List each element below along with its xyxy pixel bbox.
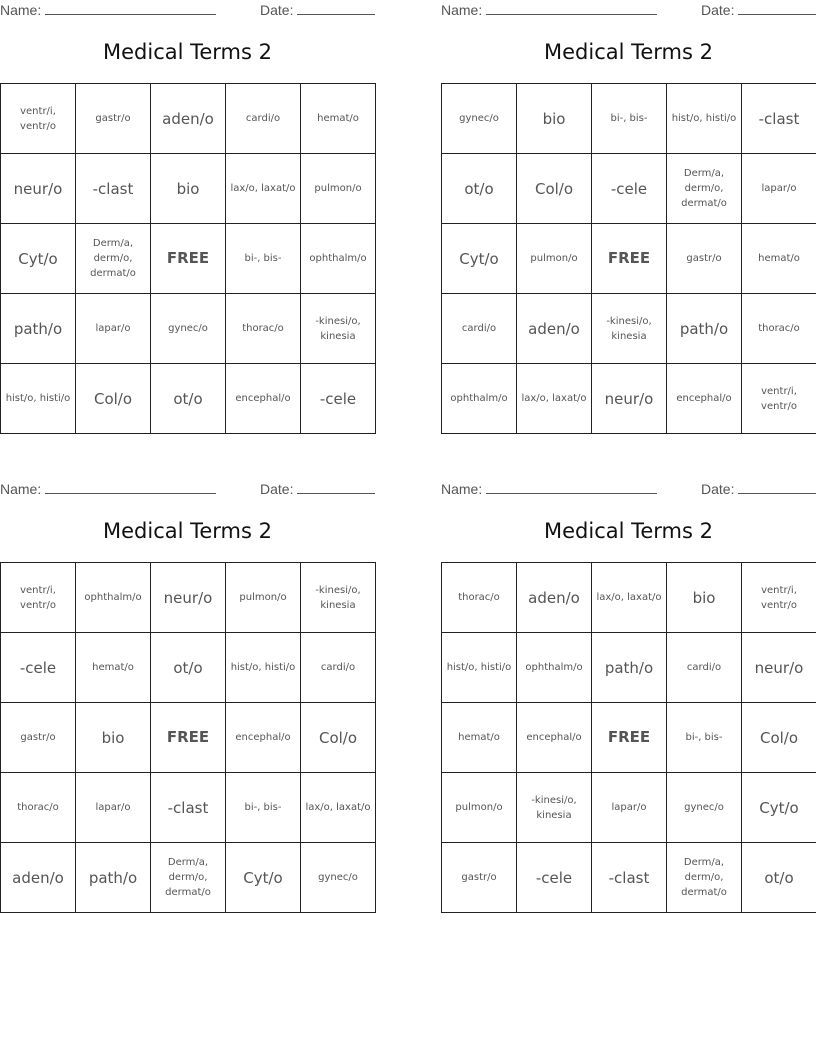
- bingo-cell[interactable]: [151, 843, 226, 913]
- term-label: thorac/o: [458, 592, 500, 603]
- bingo-cell[interactable]: [742, 703, 816, 773]
- term-label: cardi/o: [461, 323, 497, 334]
- name-date-line: [0, 481, 376, 497]
- bingo-cell[interactable]: [442, 224, 517, 294]
- bingo-cell[interactable]: [742, 843, 816, 913]
- term-label: hemat/o: [317, 113, 359, 124]
- bingo-cell[interactable]: [592, 84, 667, 154]
- bingo-cell[interactable]: [76, 563, 151, 633]
- bingo-cell[interactable]: [76, 843, 151, 913]
- bingo-cell[interactable]: [442, 364, 517, 434]
- term-label: bi-, bis-: [685, 732, 723, 743]
- term-label: Cyt/o: [18, 249, 58, 268]
- bingo-cell[interactable]: [301, 224, 376, 294]
- bingo-cell[interactable]: [742, 154, 816, 224]
- free-space-label: FREE: [166, 249, 210, 267]
- bingo-cell[interactable]: [151, 633, 226, 703]
- term-label: ventr/i, ventr/o: [20, 105, 56, 132]
- term-label: Cyt/o: [459, 249, 499, 268]
- term-label: ophthalm/o: [450, 393, 508, 404]
- bingo-cell[interactable]: [592, 154, 667, 224]
- date-label: Date:: [260, 2, 294, 18]
- bingo-cell[interactable]: [442, 154, 517, 224]
- bingo-grid: [0, 562, 376, 913]
- bingo-cell[interactable]: [76, 154, 151, 224]
- bingo-cell[interactable]: [301, 843, 376, 913]
- bingo-cell[interactable]: [1, 773, 76, 843]
- term-label: thorac/o: [758, 323, 800, 334]
- bingo-cell[interactable]: [151, 294, 226, 364]
- term-label: lapar/o: [761, 183, 797, 194]
- bingo-cell[interactable]: [667, 84, 742, 154]
- bingo-cell[interactable]: [76, 294, 151, 364]
- term-label: lax/o, laxat/o: [596, 592, 662, 603]
- term-label: hist/o, histi/o: [671, 113, 737, 124]
- term-label: Cyt/o: [243, 868, 283, 887]
- term-label: bi-, bis-: [244, 802, 282, 813]
- term-label: lapar/o: [611, 802, 647, 813]
- name-date-line: [441, 481, 816, 497]
- bingo-cell[interactable]: [742, 773, 816, 843]
- bingo-cell[interactable]: [301, 703, 376, 773]
- name-blank[interactable]: [486, 2, 657, 15]
- bingo-cell[interactable]: [667, 843, 742, 913]
- bingo-cell[interactable]: [517, 294, 592, 364]
- card-title: Medical Terms 2: [102, 519, 272, 543]
- bingo-cell[interactable]: [1, 154, 76, 224]
- bingo-cell[interactable]: [592, 294, 667, 364]
- term-label: -kinesi/o, kinesia: [606, 315, 652, 342]
- term-label: lax/o, laxat/o: [305, 802, 371, 813]
- grid-row: [1, 703, 376, 773]
- grid-row: [1, 633, 376, 703]
- term-label: ventr/i, ventr/o: [20, 584, 56, 611]
- bingo-cell[interactable]: [1, 633, 76, 703]
- bingo-cell[interactable]: [301, 563, 376, 633]
- bingo-cell[interactable]: [667, 563, 742, 633]
- bingo-cell[interactable]: [517, 154, 592, 224]
- bingo-cell[interactable]: [517, 843, 592, 913]
- term-label: bi-, bis-: [610, 113, 648, 124]
- term-label: -clast: [167, 798, 209, 817]
- bingo-cell[interactable]: [442, 294, 517, 364]
- bingo-cell[interactable]: [592, 364, 667, 434]
- term-label: neur/o: [163, 588, 213, 607]
- bingo-cell[interactable]: [742, 294, 816, 364]
- grid-row: [1, 843, 376, 913]
- date-blank[interactable]: [297, 2, 375, 15]
- grid-row: [442, 224, 816, 294]
- bingo-cell[interactable]: [517, 224, 592, 294]
- bingo-cell[interactable]: [592, 773, 667, 843]
- name-blank[interactable]: [45, 2, 216, 15]
- term-label: -clast: [758, 109, 800, 128]
- bingo-cell[interactable]: [301, 154, 376, 224]
- term-label: -cele: [535, 868, 573, 887]
- term-label: -clast: [92, 179, 134, 198]
- bingo-cell[interactable]: [226, 224, 301, 294]
- term-label: hist/o, histi/o: [446, 662, 512, 673]
- term-label: gastr/o: [95, 113, 131, 124]
- term-label: path/o: [13, 319, 63, 338]
- bingo-cell[interactable]: [301, 364, 376, 434]
- bingo-cell[interactable]: [742, 563, 816, 633]
- grid-row: [1, 84, 376, 154]
- date-group: [260, 2, 375, 18]
- term-label: ophthalm/o: [525, 662, 583, 673]
- term-label: cardi/o: [686, 662, 722, 673]
- term-label: Derm/a, derm/o, dermat/o: [681, 857, 727, 898]
- free-space-cell[interactable]: [151, 224, 226, 294]
- bingo-cell[interactable]: [742, 224, 816, 294]
- term-label: bio: [542, 109, 566, 128]
- grid-row: [442, 154, 816, 224]
- term-label: -cele: [319, 389, 357, 408]
- free-space-label: FREE: [607, 728, 651, 746]
- name-blank[interactable]: [45, 481, 216, 494]
- grid-row: [442, 84, 816, 154]
- term-label: cardi/o: [320, 662, 356, 673]
- free-space-label: FREE: [166, 728, 210, 746]
- card-title: Medical Terms 2: [543, 40, 713, 64]
- bingo-grid: [441, 562, 816, 913]
- term-label: aden/o: [12, 868, 64, 887]
- term-label: pulmon/o: [455, 802, 503, 813]
- bingo-cell[interactable]: [1, 224, 76, 294]
- free-space-cell[interactable]: [151, 703, 226, 773]
- bingo-cell[interactable]: [76, 84, 151, 154]
- term-label: Derm/a, derm/o, dermat/o: [165, 857, 211, 898]
- term-label: -clast: [608, 868, 650, 887]
- grid-row: [442, 843, 816, 913]
- name-date-line: [441, 2, 816, 18]
- bingo-cell[interactable]: [667, 154, 742, 224]
- term-label: Col/o: [534, 179, 574, 198]
- term-label: gastr/o: [20, 732, 56, 743]
- bingo-card-4: [441, 479, 816, 911]
- bingo-cell[interactable]: [226, 154, 301, 224]
- term-label: Derm/a, derm/o, dermat/o: [90, 238, 136, 279]
- term-label: gynec/o: [684, 802, 724, 813]
- term-label: encephal/o: [676, 393, 732, 404]
- term-label: pulmon/o: [239, 592, 287, 603]
- term-label: neur/o: [754, 658, 804, 677]
- grid-row: [1, 294, 376, 364]
- bingo-cell[interactable]: [226, 633, 301, 703]
- term-label: lax/o, laxat/o: [521, 393, 587, 404]
- bingo-card-3: [0, 479, 376, 911]
- date-group: [260, 481, 375, 497]
- term-label: -cele: [19, 658, 57, 677]
- bingo-cell[interactable]: [592, 843, 667, 913]
- term-label: ot/o: [464, 179, 494, 198]
- term-label: path/o: [604, 658, 654, 677]
- bingo-cell[interactable]: [742, 633, 816, 703]
- grid-row: [442, 633, 816, 703]
- bingo-card-1: [0, 0, 376, 432]
- term-label: cardi/o: [245, 113, 281, 124]
- term-label: hemat/o: [92, 662, 134, 673]
- grid-row: [442, 294, 816, 364]
- term-label: gynec/o: [168, 323, 208, 334]
- term-label: thorac/o: [242, 323, 284, 334]
- term-label: hist/o, histi/o: [230, 662, 296, 673]
- date-group: [701, 2, 816, 18]
- bingo-cell[interactable]: [1, 294, 76, 364]
- term-label: -kinesi/o, kinesia: [315, 584, 361, 611]
- date-blank[interactable]: [297, 481, 375, 494]
- date-blank[interactable]: [738, 2, 816, 15]
- bingo-cell[interactable]: [226, 364, 301, 434]
- bingo-cell[interactable]: [667, 703, 742, 773]
- bingo-cell[interactable]: [226, 773, 301, 843]
- term-label: gynec/o: [459, 113, 499, 124]
- bingo-cell[interactable]: [667, 364, 742, 434]
- term-label: Col/o: [93, 389, 133, 408]
- bingo-cell[interactable]: [517, 84, 592, 154]
- bingo-cell[interactable]: [592, 633, 667, 703]
- term-label: pulmon/o: [530, 253, 578, 264]
- bingo-cell[interactable]: [742, 84, 816, 154]
- bingo-cell[interactable]: [442, 563, 517, 633]
- grid-row: [1, 563, 376, 633]
- term-label: gynec/o: [318, 872, 358, 883]
- term-label: encephal/o: [235, 732, 291, 743]
- free-space-label: FREE: [607, 249, 651, 267]
- bingo-cell[interactable]: [1, 84, 76, 154]
- date-blank[interactable]: [738, 481, 816, 494]
- date-label: Date:: [701, 481, 735, 497]
- term-label: -kinesi/o, kinesia: [531, 794, 577, 821]
- term-label: Col/o: [759, 728, 799, 747]
- term-label: path/o: [88, 868, 138, 887]
- bingo-cell[interactable]: [442, 843, 517, 913]
- name-label: Name:: [441, 2, 483, 18]
- bingo-cell[interactable]: [592, 563, 667, 633]
- grid-row: [1, 773, 376, 843]
- grid-row: [442, 773, 816, 843]
- card-title: Medical Terms 2: [102, 40, 272, 64]
- term-label: encephal/o: [235, 393, 291, 404]
- bingo-card-2: [441, 0, 816, 432]
- term-label: Derm/a, derm/o, dermat/o: [681, 168, 727, 209]
- bingo-cell[interactable]: [226, 84, 301, 154]
- bingo-cell[interactable]: [301, 294, 376, 364]
- term-label: ot/o: [764, 868, 794, 887]
- term-label: thorac/o: [17, 802, 59, 813]
- term-label: ventr/i, ventr/o: [761, 385, 797, 412]
- bingo-grid: [0, 83, 376, 434]
- bingo-cell[interactable]: [1, 843, 76, 913]
- grid-row: [1, 154, 376, 224]
- term-label: bio: [101, 728, 125, 747]
- term-label: -cele: [610, 179, 648, 198]
- bingo-cell[interactable]: [76, 224, 151, 294]
- bingo-cell[interactable]: [76, 703, 151, 773]
- bingo-cell[interactable]: [742, 364, 816, 434]
- date-label: Date:: [701, 2, 735, 18]
- term-label: -kinesi/o, kinesia: [315, 315, 361, 342]
- term-label: aden/o: [162, 109, 214, 128]
- grid-row: [442, 703, 816, 773]
- bingo-cell[interactable]: [667, 294, 742, 364]
- term-label: bi-, bis-: [244, 253, 282, 264]
- term-label: ot/o: [173, 658, 203, 677]
- term-label: neur/o: [13, 179, 63, 198]
- bingo-grid: [441, 83, 816, 434]
- bingo-cell[interactable]: [442, 84, 517, 154]
- term-label: gastr/o: [686, 253, 722, 264]
- bingo-cell[interactable]: [226, 843, 301, 913]
- bingo-cell[interactable]: [442, 773, 517, 843]
- bingo-cell[interactable]: [76, 364, 151, 434]
- term-label: neur/o: [604, 389, 654, 408]
- name-label: Name:: [0, 481, 42, 497]
- term-label: ventr/i, ventr/o: [761, 584, 797, 611]
- bingo-cell[interactable]: [76, 773, 151, 843]
- bingo-cell[interactable]: [151, 563, 226, 633]
- term-label: ophthalm/o: [309, 253, 367, 264]
- grid-row: [1, 224, 376, 294]
- name-date-line: [0, 2, 376, 18]
- grid-row: [442, 563, 816, 633]
- bingo-cell[interactable]: [151, 773, 226, 843]
- term-label: ophthalm/o: [84, 592, 142, 603]
- bingo-cell[interactable]: [517, 563, 592, 633]
- term-label: encephal/o: [526, 732, 582, 743]
- bingo-cell[interactable]: [151, 84, 226, 154]
- term-label: pulmon/o: [314, 183, 362, 194]
- term-label: aden/o: [528, 319, 580, 338]
- bingo-cell[interactable]: [226, 703, 301, 773]
- free-space-cell[interactable]: [592, 703, 667, 773]
- term-label: ot/o: [173, 389, 203, 408]
- term-label: gastr/o: [461, 872, 497, 883]
- term-label: lapar/o: [95, 323, 131, 334]
- bingo-cell[interactable]: [301, 84, 376, 154]
- term-label: aden/o: [528, 588, 580, 607]
- bingo-cell[interactable]: [1, 364, 76, 434]
- bingo-cell[interactable]: [442, 703, 517, 773]
- term-label: hemat/o: [458, 732, 500, 743]
- bingo-cell[interactable]: [151, 154, 226, 224]
- term-label: Cyt/o: [759, 798, 799, 817]
- bingo-cell[interactable]: [667, 224, 742, 294]
- term-label: hist/o, histi/o: [5, 393, 71, 404]
- bingo-cell[interactable]: [226, 563, 301, 633]
- bingo-cell[interactable]: [1, 563, 76, 633]
- date-group: [701, 481, 816, 497]
- free-space-cell[interactable]: [592, 224, 667, 294]
- grid-row: [1, 364, 376, 434]
- name-label: Name:: [0, 2, 42, 18]
- term-label: Col/o: [318, 728, 358, 747]
- bingo-cell[interactable]: [1, 703, 76, 773]
- bingo-cell[interactable]: [301, 773, 376, 843]
- bingo-cell[interactable]: [517, 364, 592, 434]
- term-label: lapar/o: [95, 802, 131, 813]
- bingo-cell[interactable]: [76, 633, 151, 703]
- grid-row: [442, 364, 816, 434]
- bingo-cell[interactable]: [301, 633, 376, 703]
- bingo-cell[interactable]: [442, 633, 517, 703]
- name-label: Name:: [441, 481, 483, 497]
- term-label: hemat/o: [758, 253, 800, 264]
- bingo-cell[interactable]: [667, 633, 742, 703]
- term-label: lax/o, laxat/o: [230, 183, 296, 194]
- term-label: bio: [176, 179, 200, 198]
- bingo-cell[interactable]: [517, 773, 592, 843]
- term-label: path/o: [679, 319, 729, 338]
- bingo-cell[interactable]: [151, 364, 226, 434]
- bingo-cell[interactable]: [517, 703, 592, 773]
- date-label: Date:: [260, 481, 294, 497]
- card-title: Medical Terms 2: [543, 519, 713, 543]
- term-label: bio: [692, 588, 716, 607]
- bingo-cell[interactable]: [226, 294, 301, 364]
- bingo-cell[interactable]: [517, 633, 592, 703]
- bingo-cell[interactable]: [667, 773, 742, 843]
- name-blank[interactable]: [486, 481, 657, 494]
